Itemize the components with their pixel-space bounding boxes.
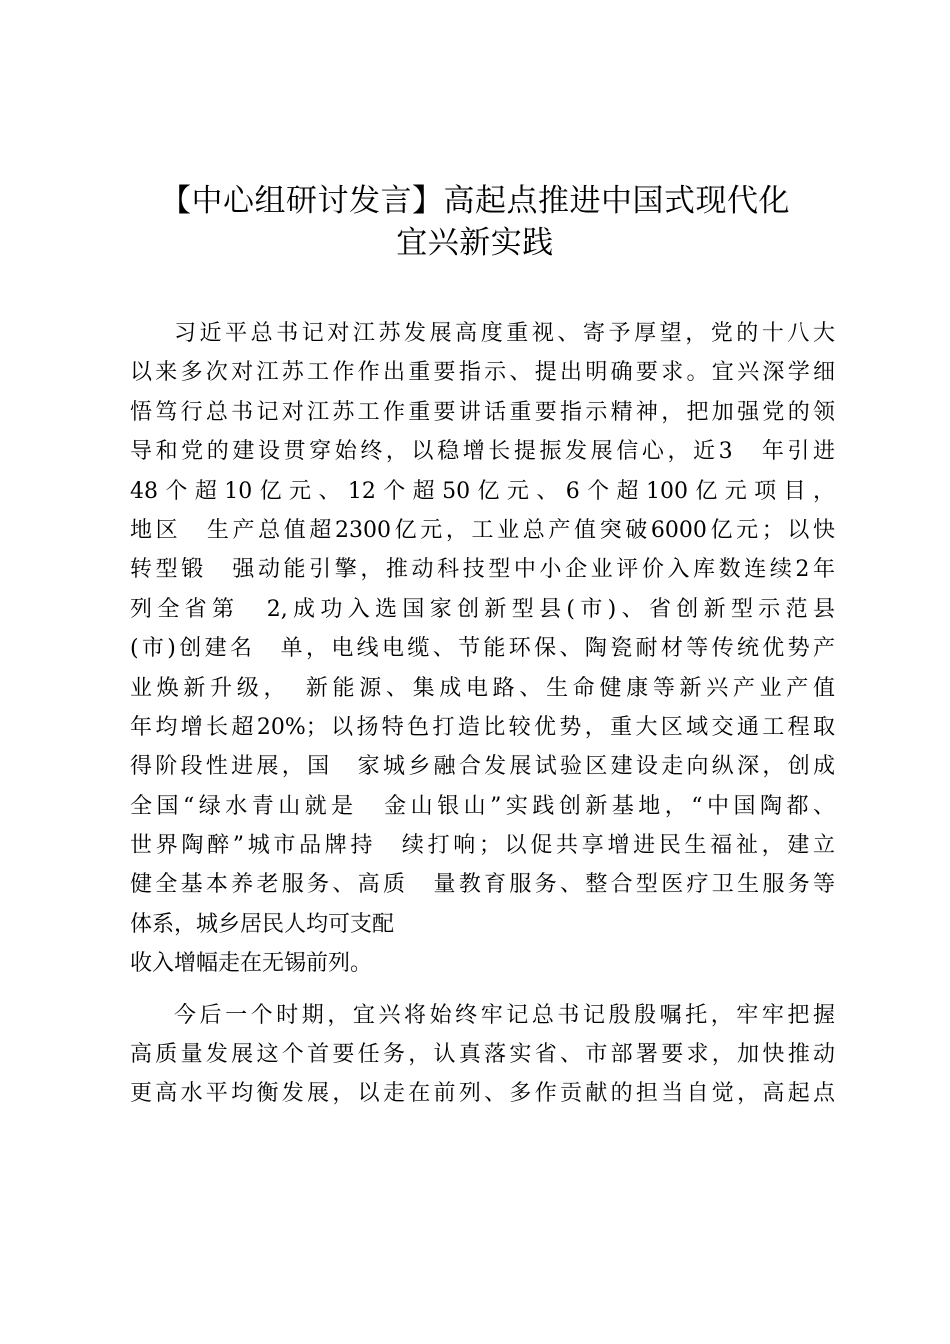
text-line: 更高水平均衡发展，以走在前列、多作贡献的担当自觉，高起点 [130, 1081, 835, 1107]
paragraph-spacer [130, 984, 835, 996]
text-line: 全国“绿水青山就是 金山银山”实践创新基地，“中国陶都、 [130, 793, 835, 819]
paragraph-1 [130, 314, 835, 984]
text-line: 收入增幅走在无锡前列。 [130, 951, 373, 977]
document-body [130, 314, 835, 1114]
text-line: 48个超10亿元、12个超50亿元、6个超100亿元项目， [130, 478, 835, 504]
text-line: 高质量发展这个首要任务，认真落实省、市部署要求，加快推动 [130, 1042, 835, 1068]
document-title [100, 180, 850, 264]
text-line: 习近平总书记对江苏发展高度重视、寄予厚望，党的十八大 [174, 321, 835, 346]
text-line: 地区 生产总值超2300亿元，工业总产值突破6000亿元；以快 [130, 517, 835, 543]
paragraph-2 [130, 996, 835, 1114]
text-line: 健全基本养老服务、高质 量教育服务、整合型医疗卫生服务等 [130, 872, 835, 898]
text-line: (市)创建名 单，电线电缆、节能环保、陶瓷耐材等传统优势产 [130, 636, 835, 662]
text-line: 列全省第 2,成功入选国家创新型县(市)、省创新型示范县 [130, 596, 835, 622]
title-line-2: 宜兴新实践 [396, 225, 554, 261]
text-line: 导和党的建设贯穿始终，以稳增长提振发展信心，近3 年引进 [130, 439, 835, 465]
text-line: 悟笃行总书记对江苏工作重要讲话重要指示精神，把加强党的领 [130, 399, 835, 425]
text-line: 得阶段性进展，国 家城乡融合发展试验区建设走向纵深，创成 [130, 754, 835, 780]
text-line: 世界陶醉”城市品牌持 续打响；以促共享增进民生福祉，建立 [130, 833, 835, 859]
text-line: 年均增长超20%；以扬特色打造比较优势，重大区域交通工程取 [130, 714, 835, 740]
text-line: 业焕新升级， 新能源、集成电路、生命健康等新兴产业产值 [130, 675, 835, 701]
text-line: 以来多次对江苏工作作出重要指示、提出明确要求。宜兴深学细 [130, 360, 835, 386]
text-line: 转型锻 强动能引擎，推动科技型中小企业评价入库数连续2年 [130, 557, 835, 583]
text-line: 体系，城乡居民人均可支配 [130, 911, 395, 937]
title-line-1: 【中心组研讨发言】高起点推进中国式现代化 [160, 183, 790, 219]
text-line: 今后一个时期，宜兴将始终牢记总书记殷殷嘱托，牢牢把握 [174, 1002, 835, 1028]
